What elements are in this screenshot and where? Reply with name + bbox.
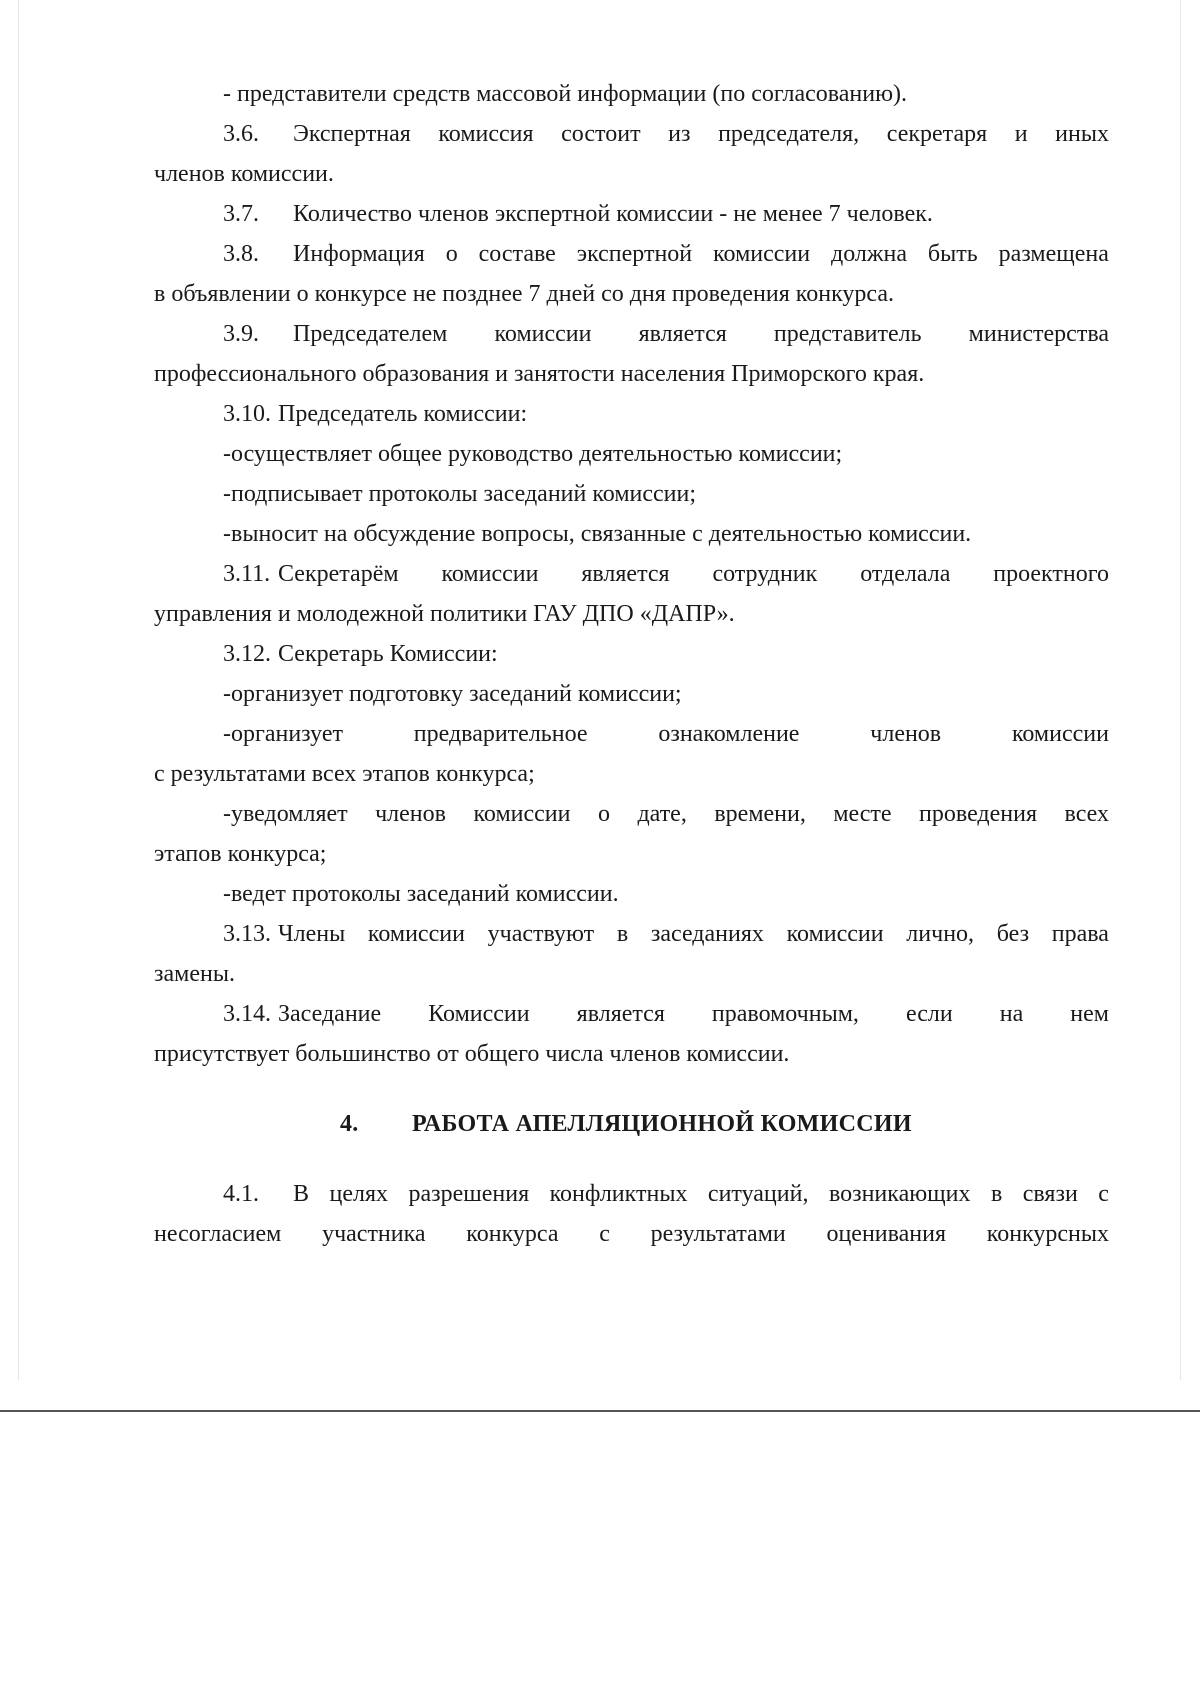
text-line [154,514,1109,554]
clause-number: 3.8. [223,241,259,267]
clause-number: 3.7. [223,201,259,227]
line-text: - представители средств массовой информации (по согласованию). [223,81,908,107]
line-text: Информация о составе экспертной комиссии должна быть размещена [293,241,1109,267]
text-line [154,274,1109,314]
line-text: -организует подготовку заседаний комиссии; [223,681,682,707]
scan-edge-right [1180,0,1181,1380]
line-text: Председателем комиссии является представитель министерства [293,321,1109,347]
line-text: этапов конкурса; [154,841,327,867]
line-text: Секретарь Комиссии: [278,641,498,667]
line-text: Члены комиссии участвуют в заседаниях комиссии лично, без права [278,921,1109,947]
clause-number: 3.13. [223,921,271,947]
text-line [154,314,1109,354]
clause-number: 3.6. [223,121,259,147]
line-text: управления и молодежной политики ГАУ ДПО «ДАПР». [154,601,735,627]
line-text: В целях разрешения конфликтных ситуаций, возникающих в связи с [293,1181,1109,1207]
text-line [154,234,1109,274]
line-text: -ведет протоколы заседаний комиссии. [223,881,619,907]
text-line [154,434,1109,474]
text-line [154,954,1109,994]
line-text: -осуществляет общее руководство деятельностью комиссии; [223,441,843,467]
document-body [154,74,1109,1254]
clause-number: 3.10. [223,401,271,427]
text-line [154,834,1109,874]
line-text: -уведомляет членов комиссии о дате, времени, месте проведения всех [223,801,1109,827]
text-line [154,1034,1109,1074]
line-text: Секретарём комиссии является сотрудник отделала проектного [278,561,1109,587]
text-line [154,874,1109,914]
text-line [154,994,1109,1034]
text-line [154,754,1109,794]
text-line [154,794,1109,834]
text-line [154,394,1109,434]
text-line [154,1174,1109,1214]
text-line [154,554,1109,594]
line-text: -подписывает протоколы заседаний комиссии; [223,481,697,507]
text-line [154,114,1109,154]
section-4-lines [154,1174,1109,1254]
text-line [154,594,1109,634]
line-text: членов комиссии. [154,161,334,187]
line-text: несогласием участника конкурса с результатами оценивания конкурсных [154,1221,1109,1247]
line-text: -выносит на обсуждение вопросы, связанные с деятельностью комиссии. [223,521,972,547]
clause-number: 3.9. [223,321,259,347]
line-text: замены. [154,961,235,987]
clause-number: 3.12. [223,641,271,667]
clause-number: 3.11. [223,561,271,587]
text-line [154,154,1109,194]
text-line [154,914,1109,954]
line-text: -организует предварительное ознакомление членов комиссии [223,721,1109,747]
clause-number: 4.1. [223,1181,259,1207]
text-line [154,194,1109,234]
text-line [154,674,1109,714]
section-4-heading [154,1104,1109,1144]
line-text: Экспертная комиссия состоит из председателя, секретаря и иных [293,121,1109,147]
text-line [154,714,1109,754]
text-line [154,354,1109,394]
text-line [154,634,1109,674]
line-text: Количество членов экспертной комиссии - не менее 7 человек. [293,201,933,227]
text-line [154,474,1109,514]
line-text: присутствует большинство от общего числа членов комиссии. [154,1041,790,1067]
section-4-number: 4. [340,1111,359,1137]
line-text: в объявлении о конкурсе не позднее 7 дней со дня проведения конкурса. [154,281,894,307]
text-line [154,1214,1109,1254]
scan-edge-left [18,0,19,1380]
section-4-title: РАБОТА АПЕЛЛЯЦИОННОЙ КОМИССИИ [412,1111,912,1137]
line-text: профессионального образования и занятости населения Приморского края. [154,361,925,387]
line-text: Заседание Комиссии является правомочным, если на нем [278,1001,1109,1027]
line-text: Председатель комиссии: [278,401,528,427]
section-3-lines [154,74,1109,1074]
clause-number: 3.14. [223,1001,271,1027]
line-text: с результатами всех этапов конкурса; [154,761,535,787]
page-bottom-rule [0,1410,1200,1412]
text-line [154,74,1109,114]
